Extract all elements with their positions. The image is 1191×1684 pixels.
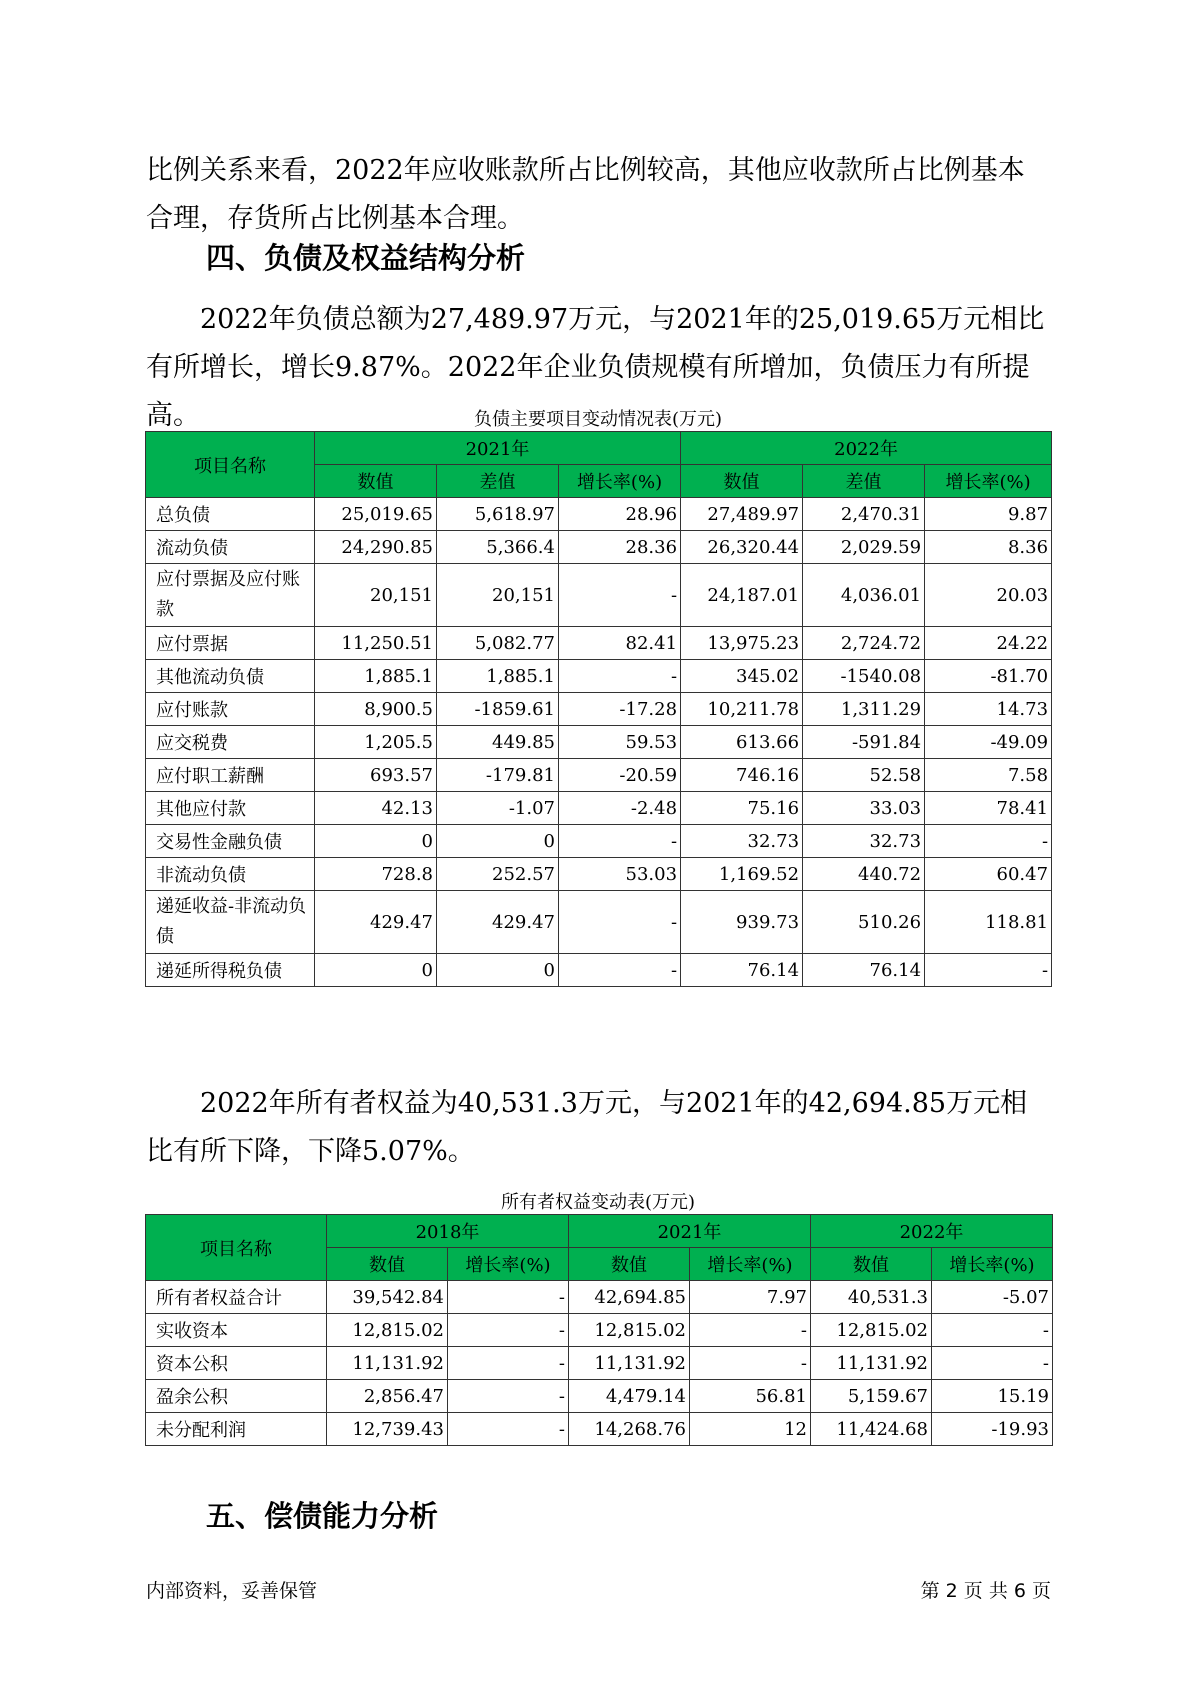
table-cell: 24,290.85 [315, 531, 437, 564]
table-cell: -591.84 [803, 726, 925, 759]
table1-name-header: 项目名称 [146, 432, 315, 498]
table-row [146, 564, 1052, 627]
table-cell: 11,131.92 [569, 1347, 690, 1380]
table-cell: 76.14 [681, 954, 803, 987]
table-cell: 78.41 [925, 792, 1052, 825]
table2-caption: 所有者权益变动表(万元) [500, 1192, 696, 1213]
table1-sub-header: 数值 [681, 465, 803, 498]
table-cell: -1859.61 [437, 693, 559, 726]
table-cell: 12,815.02 [569, 1314, 690, 1347]
table-cell: 7.97 [690, 1281, 811, 1314]
table-cell: -1.07 [437, 792, 559, 825]
table-cell: 52.58 [803, 759, 925, 792]
table1-caption: 负债主要项目变动情况表(万元) [473, 409, 723, 430]
table-cell: 40,531.3 [811, 1281, 932, 1314]
table-cell: 449.85 [437, 726, 559, 759]
table-cell: -179.81 [437, 759, 559, 792]
table-row [146, 858, 1052, 891]
table-cell: 76.14 [803, 954, 925, 987]
table-cell: 32.73 [803, 825, 925, 858]
table-cell: 11,131.92 [811, 1347, 932, 1380]
table-cell: 728.8 [315, 858, 437, 891]
table-cell: 82.41 [559, 627, 681, 660]
table-row [146, 660, 1052, 693]
table-cell: - [448, 1347, 569, 1380]
table-cell: - [559, 660, 681, 693]
table-cell: 13,975.23 [681, 627, 803, 660]
table-cell: 345.02 [681, 660, 803, 693]
table-cell: 12,739.43 [327, 1413, 448, 1446]
table-cell: 32.73 [681, 825, 803, 858]
table-cell: 1,311.29 [803, 693, 925, 726]
section-heading-4: 四、负债及权益结构分析 [206, 241, 526, 275]
table-cell: 11,424.68 [811, 1413, 932, 1446]
table-row [146, 1281, 1053, 1314]
table-cell: -81.70 [925, 660, 1052, 693]
table-cell: 2,470.31 [803, 498, 925, 531]
table2-year-header: 2018年 [327, 1215, 569, 1248]
table2-sub-header: 增长率(%) [932, 1248, 1053, 1281]
table-cell: 12 [690, 1413, 811, 1446]
table-cell: 118.81 [925, 891, 1052, 954]
row-label: 非流动负债 [146, 858, 315, 891]
table1-year-header: 2021年 [315, 432, 681, 465]
table-cell: 429.47 [315, 891, 437, 954]
paragraph-liabilities: 2022年负债总额为27,489.97万元，与2021年的25,019.65万元相比有所增长，增长9.87%。2022年企业负债规模有所增加，负债压力有所提高。 [146, 304, 1045, 431]
table-cell: 2,856.47 [327, 1380, 448, 1413]
table-cell: -5.07 [932, 1281, 1053, 1314]
table-cell: - [448, 1314, 569, 1347]
table-cell: 12,815.02 [327, 1314, 448, 1347]
table-row [146, 498, 1052, 531]
row-label: 应付票据 [146, 627, 315, 660]
table-cell: 4,036.01 [803, 564, 925, 627]
footer-page-number: 第 2 页 共 6 页 [920, 1580, 1051, 1602]
table-cell: - [690, 1314, 811, 1347]
row-label: 应付职工薪酬 [146, 759, 315, 792]
paragraph-equity: 2022年所有者权益为40,531.3万元，与2021年的42,694.85万元相比有所下降，下降5.07%。 [146, 1088, 1028, 1167]
section-heading-5: 五、偿债能力分析 [206, 1499, 439, 1533]
table-cell: - [925, 825, 1052, 858]
table-cell: 693.57 [315, 759, 437, 792]
table-cell: 8,900.5 [315, 693, 437, 726]
table-row [146, 792, 1052, 825]
table-cell: - [932, 1314, 1053, 1347]
row-label: 递延所得税负债 [146, 954, 315, 987]
table1-sub-header: 差值 [437, 465, 559, 498]
table-cell: 1,885.1 [437, 660, 559, 693]
table-row [146, 531, 1052, 564]
table1-sub-header: 增长率(%) [925, 465, 1052, 498]
table-cell: 28.96 [559, 498, 681, 531]
table-cell: 613.66 [681, 726, 803, 759]
table-cell: - [448, 1281, 569, 1314]
table-cell: 25,019.65 [315, 498, 437, 531]
table-cell: 56.81 [690, 1380, 811, 1413]
table-cell: 9.87 [925, 498, 1052, 531]
table2-name-header: 项目名称 [146, 1215, 327, 1281]
table-cell: 20.03 [925, 564, 1052, 627]
table-cell: 24.22 [925, 627, 1052, 660]
table-cell: - [559, 891, 681, 954]
paragraph-intro: 比例关系来看，2022年应收账款所占比例较高，其他应收款所占比例基本合理，存货所占比例基本合理。 [146, 155, 1025, 234]
table2-year-header: 2021年 [569, 1215, 811, 1248]
table-row [146, 1413, 1053, 1446]
row-label: 资本公积 [146, 1347, 327, 1380]
table-cell: 8.36 [925, 531, 1052, 564]
row-label: 交易性金融负债 [146, 825, 315, 858]
table-cell: 0 [315, 825, 437, 858]
table-row [146, 1380, 1053, 1413]
table-cell: 510.26 [803, 891, 925, 954]
table2-sub-header: 增长率(%) [690, 1248, 811, 1281]
table-cell: 5,159.67 [811, 1380, 932, 1413]
table-cell: 1,885.1 [315, 660, 437, 693]
row-label: 未分配利润 [146, 1413, 327, 1446]
row-label: 其他流动负债 [146, 660, 315, 693]
table-cell: 15.19 [932, 1380, 1053, 1413]
table-cell: 2,724.72 [803, 627, 925, 660]
row-label: 流动负债 [146, 531, 315, 564]
table2-sub-header: 数值 [811, 1248, 932, 1281]
table-cell: 14.73 [925, 693, 1052, 726]
table-cell: 20,151 [437, 564, 559, 627]
liabilities-table [145, 431, 1052, 987]
row-label: 应交税费 [146, 726, 315, 759]
table1-sub-header: 差值 [803, 465, 925, 498]
table1-sub-header: 数值 [315, 465, 437, 498]
table-cell: 20,151 [315, 564, 437, 627]
table2-sub-header: 增长率(%) [448, 1248, 569, 1281]
table-cell: -17.28 [559, 693, 681, 726]
table-cell: - [559, 825, 681, 858]
table-cell: - [559, 564, 681, 627]
footer-confidential: 内部资料，妥善保管 [146, 1580, 318, 1602]
row-label: 应付票据及应付账款 [146, 564, 315, 627]
table-cell: 14,268.76 [569, 1413, 690, 1446]
table-cell: - [932, 1347, 1053, 1380]
table-cell: 27,489.97 [681, 498, 803, 531]
table-row [146, 825, 1052, 858]
table-cell: 5,082.77 [437, 627, 559, 660]
table-cell: 11,250.51 [315, 627, 437, 660]
table-cell: 10,211.78 [681, 693, 803, 726]
table-cell: 440.72 [803, 858, 925, 891]
table-row [146, 954, 1052, 987]
row-label: 递延收益-非流动负债 [146, 891, 315, 954]
table-cell: 5,618.97 [437, 498, 559, 531]
table-cell: 5,366.4 [437, 531, 559, 564]
row-label: 所有者权益合计 [146, 1281, 327, 1314]
table2-sub-header: 数值 [569, 1248, 690, 1281]
table2-year-header: 2022年 [811, 1215, 1053, 1248]
table-cell: 59.53 [559, 726, 681, 759]
table1-year-header: 2022年 [681, 432, 1052, 465]
table-cell: 7.58 [925, 759, 1052, 792]
table-cell: -49.09 [925, 726, 1052, 759]
table-cell: 746.16 [681, 759, 803, 792]
table-cell: 33.03 [803, 792, 925, 825]
table-cell: 252.57 [437, 858, 559, 891]
equity-table [145, 1214, 1053, 1446]
table-cell: 53.03 [559, 858, 681, 891]
table-row [146, 726, 1052, 759]
row-label: 实收资本 [146, 1314, 327, 1347]
table-row [146, 627, 1052, 660]
table-cell: - [559, 954, 681, 987]
table-row [146, 759, 1052, 792]
table-cell: -19.93 [932, 1413, 1053, 1446]
table-cell: 1,169.52 [681, 858, 803, 891]
table-cell: -1540.08 [803, 660, 925, 693]
row-label: 其他应付款 [146, 792, 315, 825]
table-cell: 2,029.59 [803, 531, 925, 564]
table-cell: 939.73 [681, 891, 803, 954]
row-label: 盈余公积 [146, 1380, 327, 1413]
table-cell: -2.48 [559, 792, 681, 825]
table-cell: 39,542.84 [327, 1281, 448, 1314]
table-cell: 0 [315, 954, 437, 987]
table-cell: - [690, 1347, 811, 1380]
row-label: 应付账款 [146, 693, 315, 726]
table-cell: 26,320.44 [681, 531, 803, 564]
table-cell: 1,205.5 [315, 726, 437, 759]
table-cell: 11,131.92 [327, 1347, 448, 1380]
table-cell: -20.59 [559, 759, 681, 792]
table-cell: 42,694.85 [569, 1281, 690, 1314]
table-row [146, 1347, 1053, 1380]
table-cell: 24,187.01 [681, 564, 803, 627]
table-cell: 42.13 [315, 792, 437, 825]
table-cell: 60.47 [925, 858, 1052, 891]
table-cell: 75.16 [681, 792, 803, 825]
table-cell: 0 [437, 825, 559, 858]
table-cell: 12,815.02 [811, 1314, 932, 1347]
table-cell: 4,479.14 [569, 1380, 690, 1413]
table-row [146, 693, 1052, 726]
table-cell: - [925, 954, 1052, 987]
row-label: 总负债 [146, 498, 315, 531]
table-cell: - [448, 1380, 569, 1413]
table-cell: 0 [437, 954, 559, 987]
table-cell: 429.47 [437, 891, 559, 954]
table-cell: - [448, 1413, 569, 1446]
table1-sub-header: 增长率(%) [559, 465, 681, 498]
table-row [146, 1314, 1053, 1347]
table-row [146, 891, 1052, 954]
table-cell: 28.36 [559, 531, 681, 564]
table2-sub-header: 数值 [327, 1248, 448, 1281]
